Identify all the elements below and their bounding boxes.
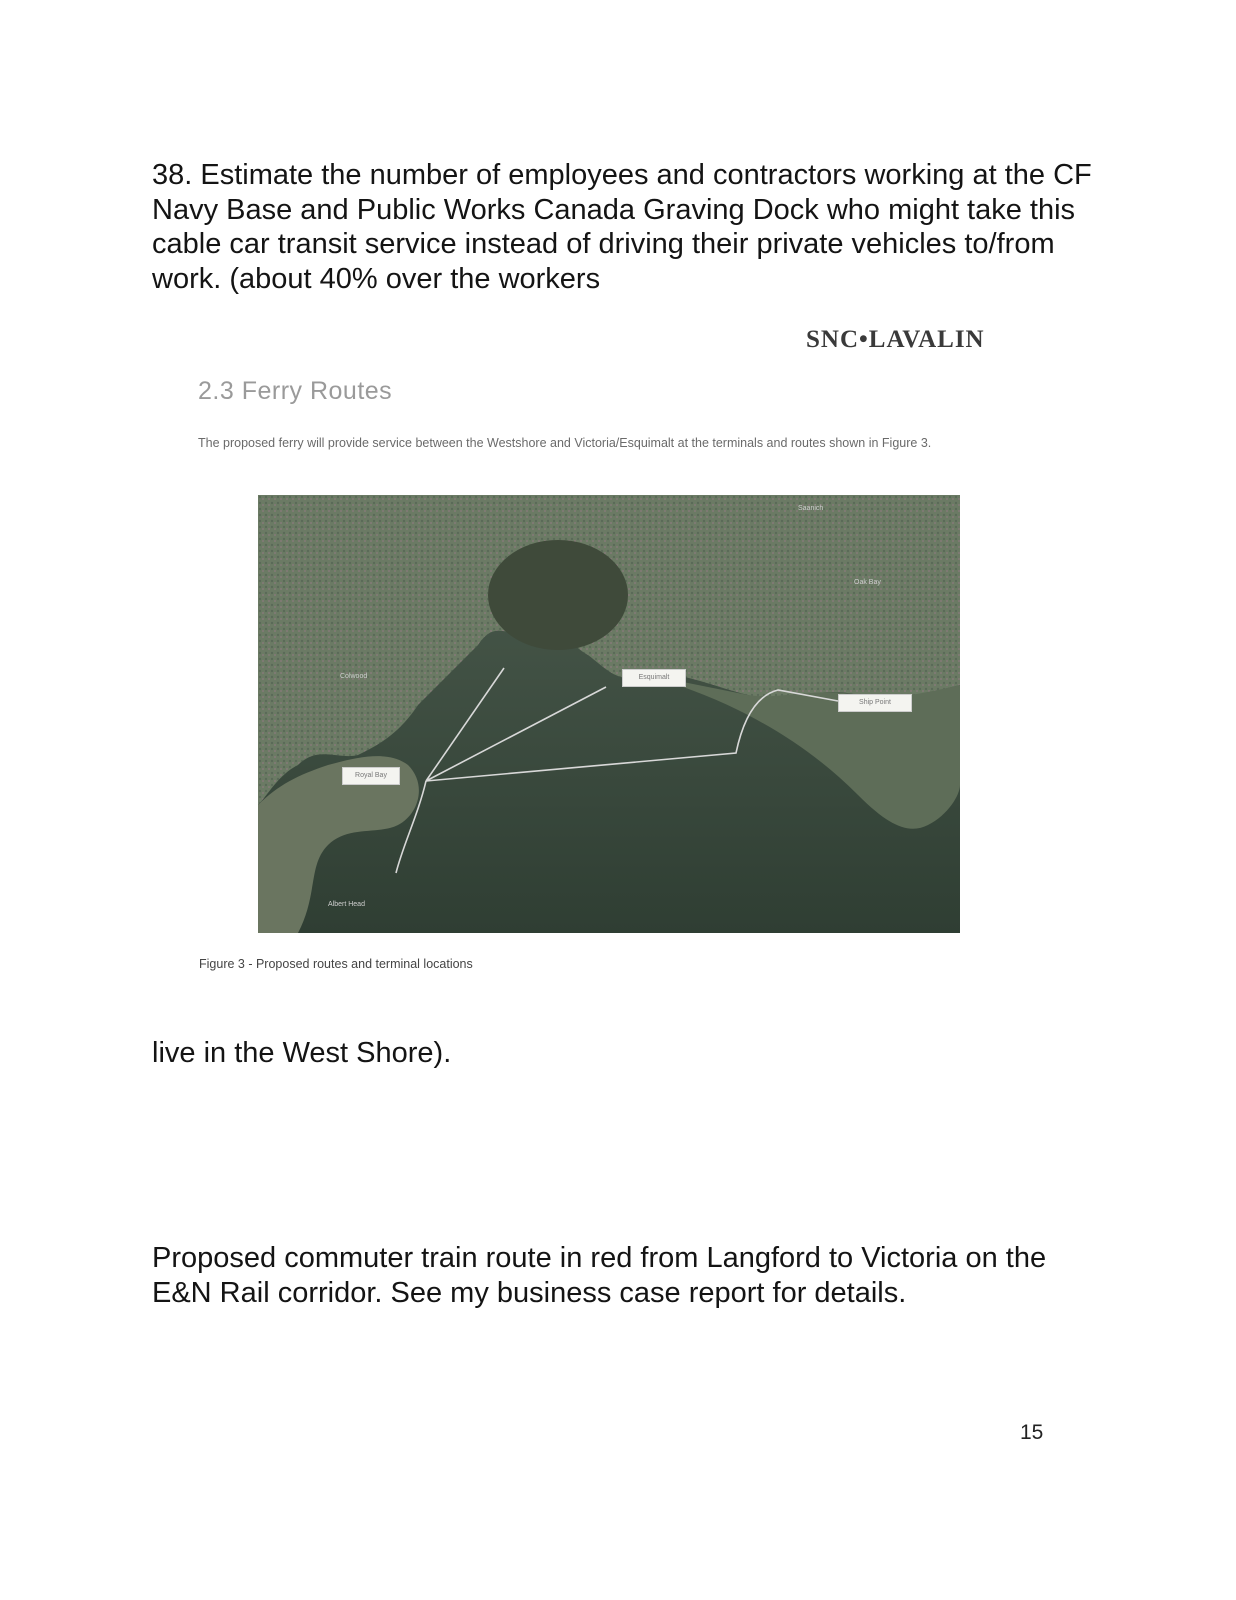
page-number: 15: [1020, 1421, 1044, 1444]
place-label-albert-head: Albert Head: [328, 901, 365, 908]
place-label-colwood: Colwood: [340, 673, 368, 680]
question-paragraph: 38. Estimate the number of employees and contractors working at the CF Navy Base and Public Works Canada Graving Dock who might take this cable car transit service instead of driving their private vehicles to/from work. (about 40% over the workers: [152, 159, 1092, 295]
place-label-saanich: Saanich: [798, 505, 824, 512]
section-intro-text: The proposed ferry will provide service between the Westshore and Victoria/Esquimalt at the terminals and routes shown in Figure 3.: [198, 436, 932, 450]
company-logo: SNC•LAVALIN: [806, 326, 985, 353]
aerial-map-image: [258, 495, 960, 933]
terminal-label-royal-bay: Royal Bay: [342, 767, 400, 785]
terminal-label-esquimalt: Esquimalt: [622, 669, 686, 687]
terminal-label-ship-point: Ship Point: [838, 694, 912, 712]
figure-caption: Figure 3 - Proposed routes and terminal locations: [199, 957, 473, 971]
section-heading: 2.3 Ferry Routes: [198, 377, 393, 405]
place-label-oak-bay: Oak Bay: [854, 579, 881, 586]
train-route-paragraph: Proposed commuter train route in red from Langford to Victoria on the E&N Rail corridor. See my business case report for details.: [152, 1242, 1047, 1309]
continuation-paragraph: live in the West Shore).: [152, 1037, 452, 1069]
ferry-routes-map: [258, 495, 960, 933]
